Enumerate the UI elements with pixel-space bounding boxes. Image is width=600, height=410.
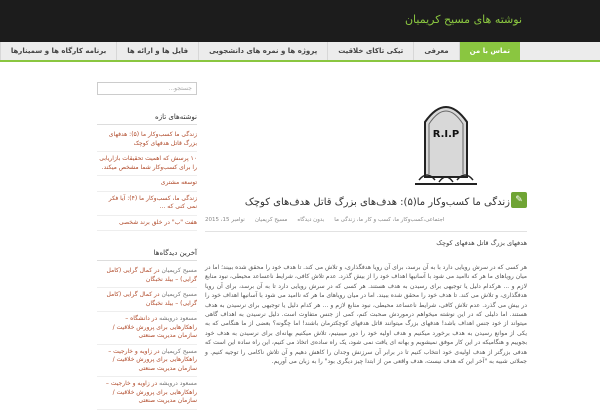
nav-list xyxy=(0,42,520,60)
post-title[interactable]: زندگی ما کسب‌وکار ما(۵): هدف‌های بزرگ قاتل هدف‌های کوچک xyxy=(244,197,510,208)
nav-item-creativity[interactable]: تیکی تاکای خلاقیت xyxy=(327,42,413,60)
comment-item xyxy=(97,264,197,288)
comment-author[interactable]: مسعود درویشه xyxy=(159,315,197,322)
recent-comments-title: آخرین دیدگاه‌ها xyxy=(97,249,197,261)
recent-posts-title: نوشته‌های تازه xyxy=(97,113,197,125)
comment-author[interactable]: مسیح کریمیان xyxy=(161,347,197,355)
comment-post-link[interactable]: در زاویه و خارجیت – راهکارهایی برای پرورش خلاقیت / سازمان مدیریت صنعتی xyxy=(105,380,197,404)
edit-pencil-icon[interactable]: ✎ xyxy=(511,192,527,208)
main-navigation xyxy=(0,42,600,62)
nav-item-workshops[interactable]: برنامه کارگاه ها و سمینارها xyxy=(0,42,116,60)
site-title[interactable]: نوشته های مسیح کریمیان xyxy=(404,13,522,26)
divider xyxy=(205,231,527,232)
nav-item-about[interactable]: معرفی xyxy=(413,42,458,60)
comment-item xyxy=(97,312,197,345)
recent-posts-list xyxy=(97,128,197,231)
recent-post-link[interactable]: ۱۰ پرسش که اهمیت تحقیقات بازاریابی را برای کسب‌وکار شما مشخص میکند. xyxy=(97,152,197,176)
comment-item xyxy=(97,345,197,378)
featured-image-tombstone[interactable] xyxy=(415,92,477,187)
nav-item-contact[interactable]: تماس با من xyxy=(459,42,520,60)
nav-item-student-projects[interactable]: پروژه ها و نمره های دانشجویی xyxy=(198,42,327,60)
comment-post-link[interactable]: در زاویه و خارجیت – راهکارهایی برای پرورش خلاقیت / سازمان مدیریت صنعتی xyxy=(108,347,197,372)
sidebar xyxy=(97,82,197,410)
comment-author[interactable]: مسیح کریمیان xyxy=(161,267,197,274)
post-subheading: هدفهای بزرگ قاتل هدفهای کوچک xyxy=(436,239,527,247)
search-input[interactable]: جستجو... xyxy=(97,82,197,95)
recent-comments-list xyxy=(97,264,197,410)
post-meta xyxy=(205,217,527,229)
post-body-paragraph: هر کسی که در سرش رویایی دارد با به آن برسد، برای آن رویا هدفگذاری، و تلاش می کند. تا هدف خود را محقق شده ببیند؛ اما در میان رویاهای ما هر که ناامید می شود با آسانیها اهداف خود را از بیش گذرد. عدم تلاش کافی، شرایط ناعساعد محیطی، نبود منابع لازم و ... هرکدام دلیل یا توجیهی برای رسیدن به هدف هستند. هر کسی که در سرش رویایی دارد تا به آن برسد، برای آن رویا هدفگذاری، و تلاش می کند. تا هدف خود را محقق شده ببیند. اما در میان رویاهای ما هر که ناامید می شود با آسانیها اهداف خود را در بیش می گذرد. عدم تلاش کافی، شرایط ناعساعد محیطی، نبود منابع لازم و ... هر کدام دلیل یا توجیهی برای نرسیدن به هدف هستند. اما دلیلی که در این نوشته میخواهم درموردش صحبت کنم، کمی از جنس متفاوت است. دلیل نرسیدن به اهداف گاهی میتواند از خود جنس اهداف باشد! هدفهای بزرگ میتوانند قاتل هدفهای کوچکترمان باشند! اما چگونه؟ بعضی از ما هنگامی که به یکی از موانع رسیدن به هدف برخورد میکنیم و هدف اولیه خود را دور میبینیم، تلاش میکنیم بهانه‌ای برای نرسیدن به هدف خود بجوییم و هنگامیکه در این کار موفق نمیشویم و بهانه ای یافت نمی شود، یک راه ساده‌ی اتخاذ می کنیم، این راه ساده این است که هدفی بزرگتر از هدف اولیه‌ی خود انتخاب کنیم تا در برابر آن سرزنش وجدان را کاهش دهیم و آن تلاش ناکامی را توجیه کنیم. و جملاتی شبیه به "آخر این که هدف نیست، هدف واقعی من از ابتدا چیز دیگری بود" را به زبان می آوریم. xyxy=(205,264,527,366)
recent-post-link[interactable]: هفت "ب" در خلق برند شخصی xyxy=(97,216,197,232)
comment-post-link[interactable]: در دانشگاه – راهکارهایی برای پرورش خلاقیت / سازمان مدیریت صنعتی xyxy=(112,315,197,339)
comment-post-link[interactable]: در کمال گرایی (کامل گرایی) – بیلد نخبگان xyxy=(106,267,197,283)
comment-item xyxy=(97,377,197,410)
tombstone-label: R.I.P xyxy=(432,129,460,140)
comment-item xyxy=(97,288,197,312)
post-comments-link[interactable]: بدون دیدگاه xyxy=(297,217,325,223)
nav-item-files[interactable]: فایل ها و ارائه ها xyxy=(116,42,198,60)
recent-post-link[interactable]: توسعه مشتری xyxy=(97,176,197,192)
post-body xyxy=(205,263,527,366)
post-author[interactable]: مسیح کریمیان xyxy=(254,217,288,223)
comment-post-link[interactable]: در کمال گرایی (کامل گرایی) – بیلد نخبگان xyxy=(106,291,197,307)
recent-post-link[interactable]: زندگی ما کسب‌وکار ما (۵): هدفهای بزرگ قاتل هدفهای کوچک xyxy=(97,128,197,152)
site-header xyxy=(0,0,600,42)
comment-author[interactable]: مسعود درویشه xyxy=(159,380,197,387)
post-date[interactable]: نوامبر 15، 2015 xyxy=(205,217,245,223)
comment-author[interactable]: مسیح کریمیان xyxy=(161,291,197,298)
post-tags[interactable]: اجتماعی،کسب‌وکار ما، کسب و کار ما، زندگی ما xyxy=(334,217,445,223)
recent-post-link[interactable]: زندگی ما، کسب‌وکار ما (۴): آیا فکر نمی کنی که ... xyxy=(97,192,197,216)
